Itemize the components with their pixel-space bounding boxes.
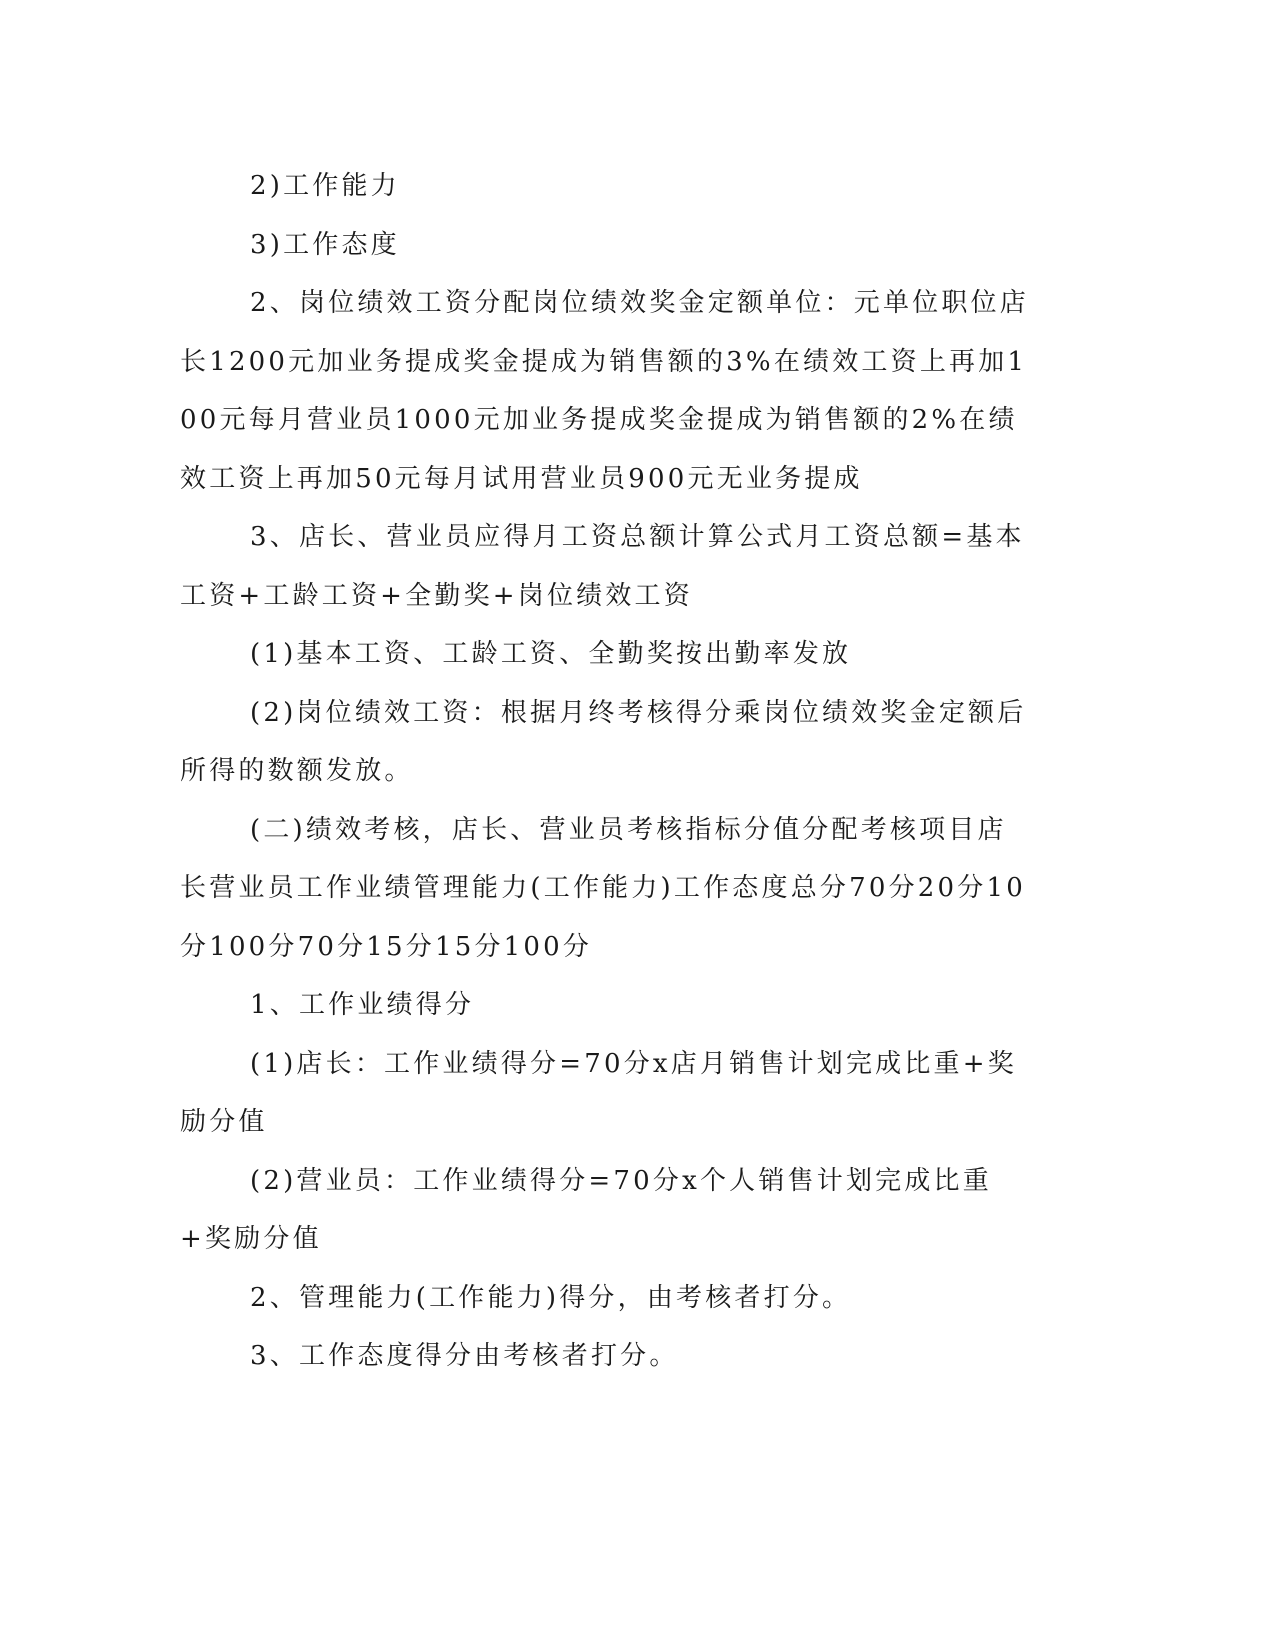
paragraph-work-ability: 2)工作能力 xyxy=(250,171,400,201)
document-body xyxy=(180,157,1035,1386)
paragraph-clerk-score: (2)营业员：工作业绩得分=70分x个人销售计划完成比重+奖励分值 xyxy=(180,1165,992,1254)
paragraph-position-performance-pay: 2、岗位绩效工资分配岗位绩效奖金定额单位：元单位职位店长1200元加业务提成奖金提成为销售额的3%在绩效工资上再加100元每月营业员1000元加业务提成奖金提成为销售额的2%在绩效工资上再加50元每月试用营业员900元无业务提成 xyxy=(180,288,1029,494)
paragraph-attitude-score: 3、工作态度得分由考核者打分。 xyxy=(250,1341,679,1371)
paragraph-basic-pay: (1)基本工资、工龄工资、全勤奖按出勤率发放 xyxy=(250,639,852,669)
paragraph-work-results-score: 1、工作业绩得分 xyxy=(250,990,475,1020)
paragraph-performance-assessment: (二)绩效考核，店长、营业员考核指标分值分配考核项目店长营业员工作业绩管理能力(工作能力)工作态度总分70分20分10分100分70分15分15分100分 xyxy=(180,814,1026,962)
paragraph-work-attitude: 3)工作态度 xyxy=(250,229,400,260)
paragraph-manager-score: (1)店长：工作业绩得分=70分x店月销售计划完成比重+奖励分值 xyxy=(180,1048,1017,1137)
paragraph-monthly-pay-formula: 3、店长、营业员应得月工资总额计算公式月工资总额=基本工资+工龄工资+全勤奖+岗位绩效工资 xyxy=(180,522,1025,611)
paragraph-performance-pay-rule: (2)岗位绩效工资：根据月终考核得分乘岗位绩效奖金定额后所得的数额发放。 xyxy=(180,697,1027,786)
paragraph-management-ability-score: 2、管理能力(工作能力)得分，由考核者打分。 xyxy=(250,1282,852,1313)
